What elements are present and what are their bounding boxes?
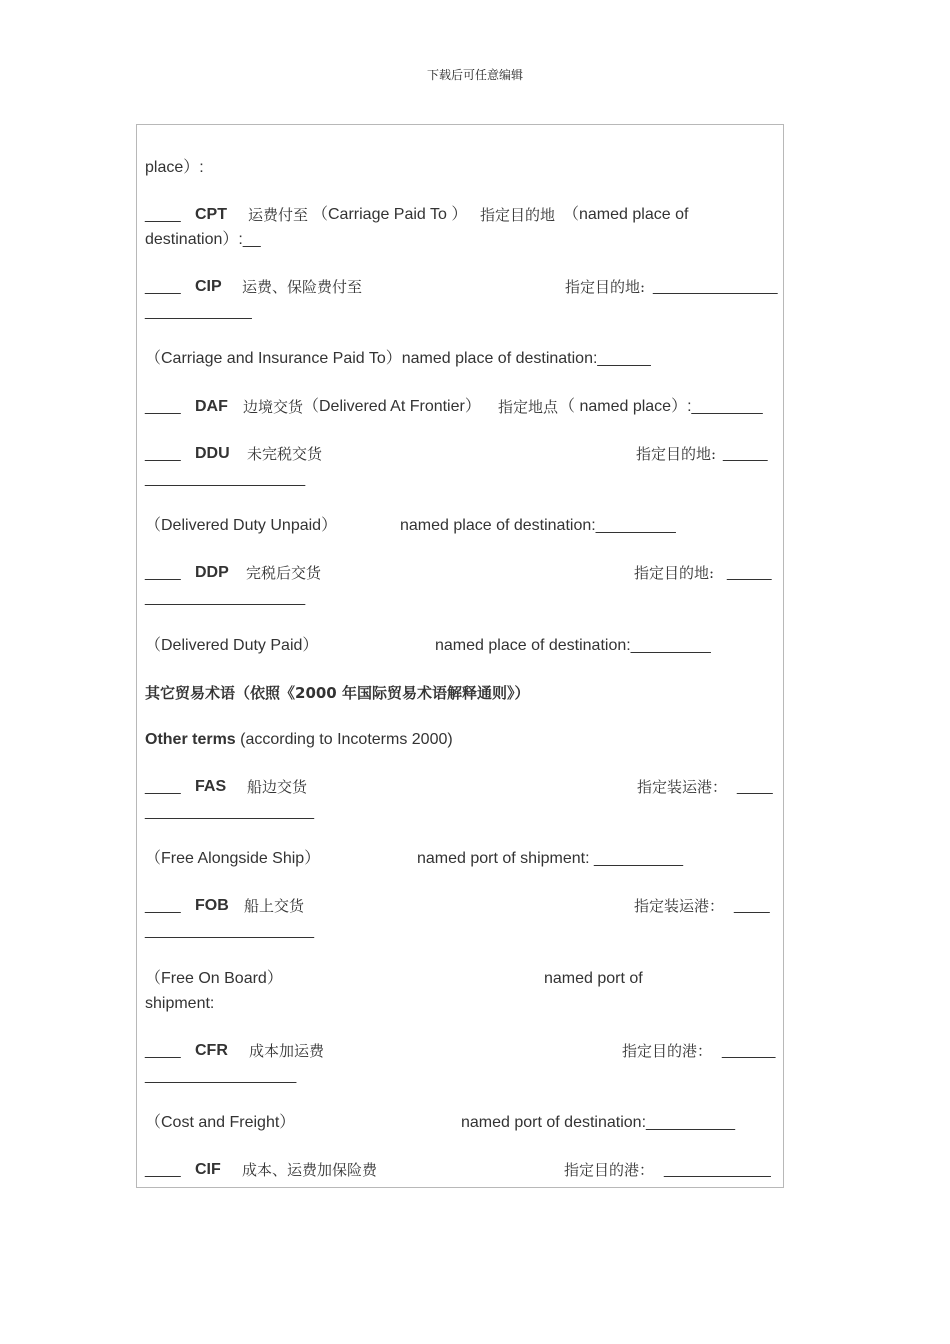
text-line: destination）:__ — [145, 231, 261, 248]
term-cn: 成本、运费加保险费 — [242, 1161, 378, 1179]
blank-line: ____ — [145, 897, 181, 914]
blank-line: _________________ — [145, 1067, 297, 1084]
term-code: FOB — [195, 897, 229, 914]
blank-line: ____ — [737, 778, 773, 795]
term-en: （Cost and Freight） — [145, 1114, 296, 1131]
named-label: 指定目的地: — [634, 564, 715, 582]
term-en: named port of — [544, 970, 643, 987]
blank-line: _____ — [727, 564, 772, 581]
term-cn: 边境交货 — [243, 398, 304, 416]
term-en: named place of destination:_________ — [435, 637, 711, 654]
term-code: CFR — [195, 1042, 228, 1059]
content-frame — [136, 124, 784, 1188]
text-line: shipment: — [145, 995, 215, 1012]
named-label: 指定目的港： — [564, 1161, 655, 1179]
blank-line: ______________ — [653, 278, 778, 295]
text-line: （Carriage and Insurance Paid To）named place of destination:______ — [145, 350, 651, 367]
named-label: 指定地点 — [498, 398, 559, 416]
term-cn: 未完税交货 — [247, 445, 323, 463]
term-en: （ named place）:________ — [559, 398, 763, 415]
blank-line: ______ — [722, 1042, 776, 1059]
blank-line: ___________________ — [145, 803, 315, 820]
term-en: （Carriage Paid To ） — [312, 206, 468, 223]
heading-bold: Other terms — [145, 731, 236, 748]
blank-line: ____ — [145, 206, 181, 223]
blank-line: ____ — [145, 278, 181, 295]
blank-line: ____________ — [664, 1161, 771, 1178]
section-heading-en — [145, 730, 453, 750]
term-cn: 运费、保险费付至 — [242, 278, 363, 296]
named-label: 指定目的港： — [622, 1042, 713, 1060]
term-en: （Delivered Duty Unpaid） — [145, 517, 338, 534]
blank-line: ____________ — [145, 303, 252, 320]
blank-line: __________________ — [145, 589, 306, 606]
term-cn: 成本加运费 — [249, 1042, 325, 1060]
term-cn: 运费付至 — [248, 206, 309, 224]
term-code: CPT — [195, 206, 227, 223]
blank-line: __________________ — [145, 470, 306, 487]
term-code: DDP — [195, 564, 229, 581]
blank-line: ___________________ — [145, 922, 315, 939]
blank-line: ____ — [145, 398, 181, 415]
term-code: CIF — [195, 1161, 221, 1178]
term-cn: 完税后交货 — [246, 564, 322, 582]
term-cn: 船上交货 — [244, 897, 305, 915]
term-en: named port of destination:__________ — [461, 1114, 735, 1131]
term-en: named port of shipment: __________ — [417, 850, 683, 867]
term-en: （Free On Board） — [145, 970, 283, 987]
text-line: place）: — [145, 159, 204, 176]
named-label: 指定装运港： — [637, 778, 728, 796]
named-label: 指定目的地: — [636, 445, 717, 463]
blank-line: ____ — [145, 564, 181, 581]
term-code: FAS — [195, 778, 227, 795]
term-en: （named place of — [563, 206, 689, 223]
named-label: 指定目的地: — [565, 278, 646, 296]
term-en: （Delivered At Frontier） — [303, 398, 481, 415]
section-heading-cn: 其它贸易术语（依照《2000 年国际贸易术语解释通则》） — [145, 684, 530, 702]
term-cn: 船边交货 — [247, 778, 308, 796]
term-en: named place of destination:_________ — [400, 517, 676, 534]
blank-line: ____ — [145, 778, 181, 795]
blank-line: ____ — [145, 1161, 181, 1178]
term-en: （Delivered Duty Paid） — [145, 637, 319, 654]
page-header: 下载后可任意编辑 — [426, 68, 523, 82]
term-en: （Free Alongside Ship） — [145, 850, 321, 867]
blank-line: ____ — [145, 1042, 181, 1059]
blank-line: _____ — [723, 445, 768, 462]
term-code: DAF — [195, 398, 228, 415]
named-label: 指定装运港： — [634, 897, 725, 915]
term-code: DDU — [195, 445, 230, 462]
blank-line: ____ — [145, 445, 181, 462]
heading-rest: (according to Incoterms 2000) — [235, 731, 453, 748]
blank-line: ____ — [734, 897, 770, 914]
named-label: 指定目的地 — [480, 206, 556, 224]
term-code: CIP — [195, 278, 222, 295]
